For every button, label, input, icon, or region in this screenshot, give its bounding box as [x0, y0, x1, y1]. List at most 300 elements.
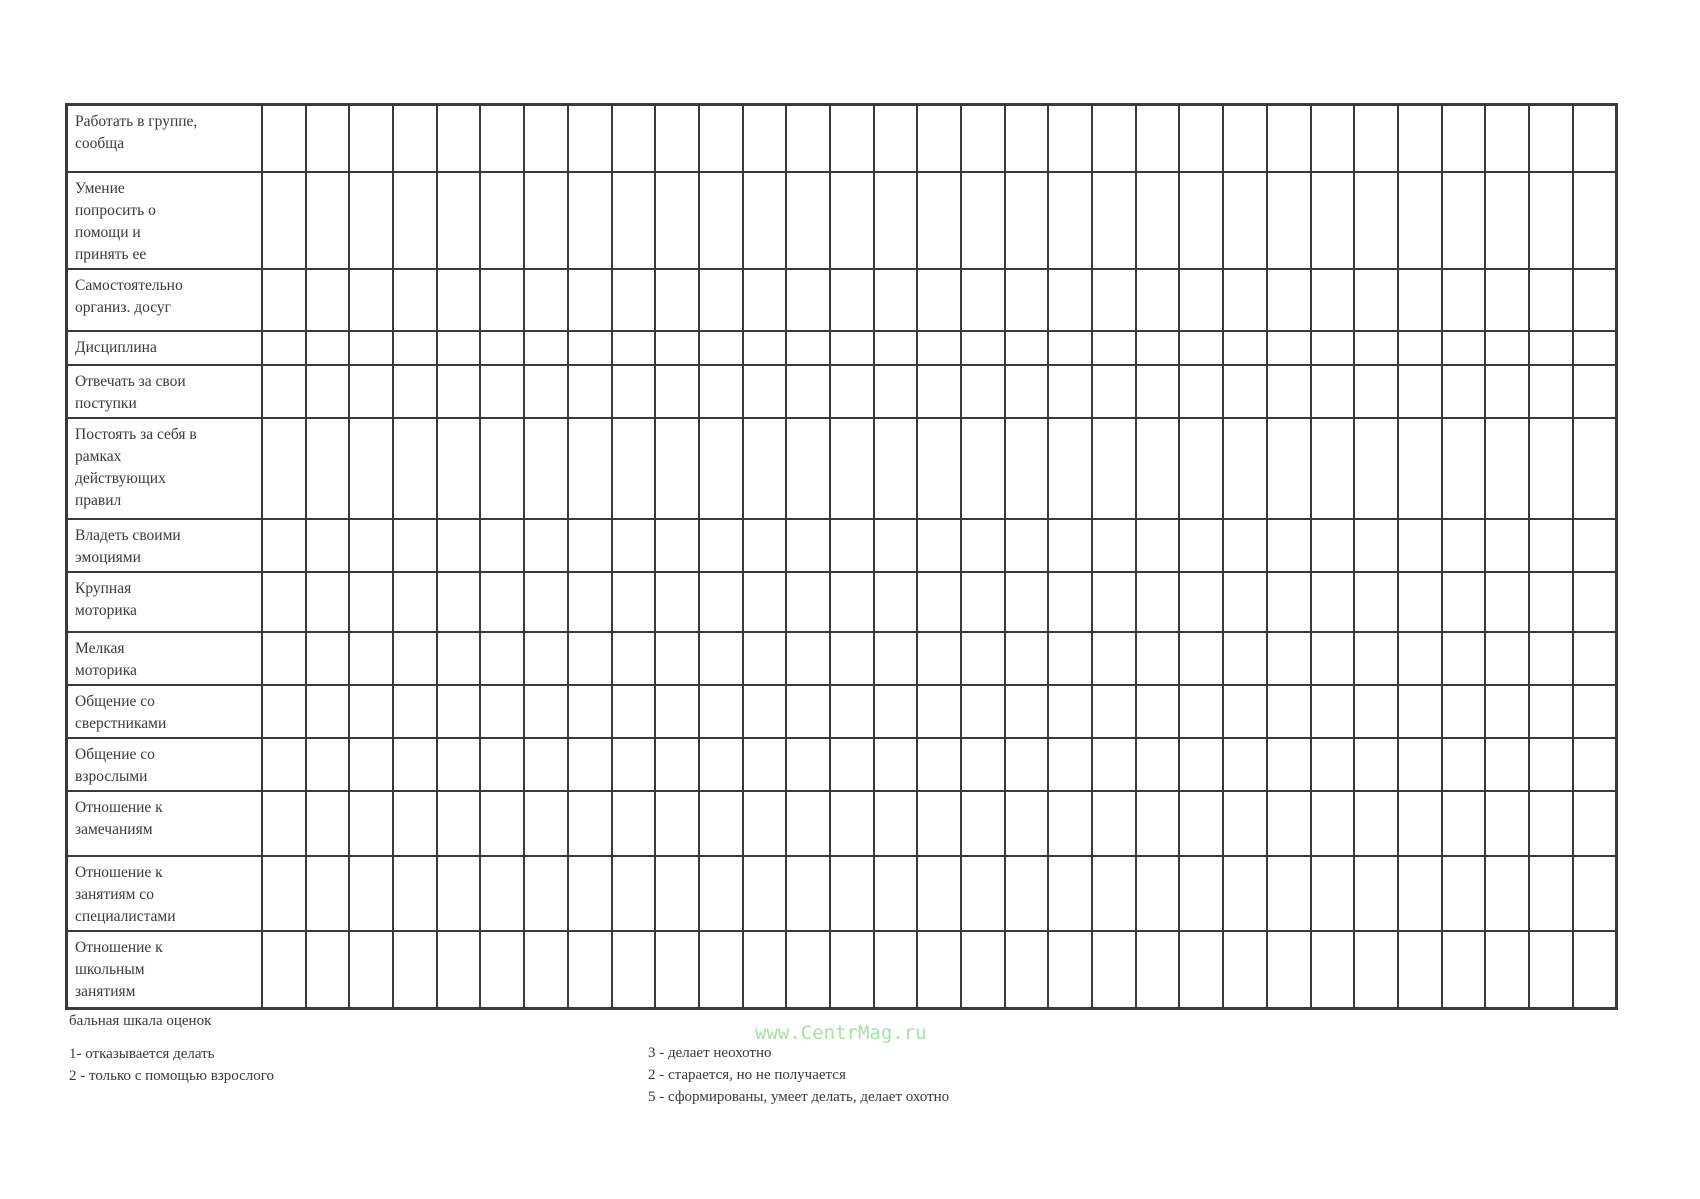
blank-cell[interactable]	[655, 856, 699, 931]
blank-cell[interactable]	[1005, 572, 1049, 632]
blank-cell[interactable]	[568, 856, 612, 931]
blank-cell[interactable]	[1485, 632, 1529, 685]
blank-cell[interactable]	[612, 105, 656, 172]
blank-cell[interactable]	[1223, 856, 1267, 931]
blank-cell[interactable]	[1529, 931, 1573, 1009]
blank-cell[interactable]	[655, 418, 699, 519]
blank-cell[interactable]	[1267, 685, 1311, 738]
blank-cell[interactable]	[262, 105, 306, 172]
blank-cell[interactable]	[612, 738, 656, 791]
blank-cell[interactable]	[830, 738, 874, 791]
blank-cell[interactable]	[1136, 418, 1180, 519]
blank-cell[interactable]	[612, 269, 656, 331]
blank-cell[interactable]	[306, 856, 350, 931]
blank-cell[interactable]	[568, 632, 612, 685]
blank-cell[interactable]	[1311, 418, 1355, 519]
blank-cell[interactable]	[1048, 632, 1092, 685]
blank-cell[interactable]	[568, 572, 612, 632]
blank-cell[interactable]	[1179, 632, 1223, 685]
blank-cell[interactable]	[786, 269, 830, 331]
blank-cell[interactable]	[1354, 685, 1398, 738]
blank-cell[interactable]	[1136, 572, 1180, 632]
blank-cell[interactable]	[1398, 331, 1442, 365]
blank-cell[interactable]	[917, 632, 961, 685]
blank-cell[interactable]	[1442, 572, 1486, 632]
blank-cell[interactable]	[1267, 738, 1311, 791]
blank-cell[interactable]	[262, 572, 306, 632]
blank-cell[interactable]	[961, 856, 1005, 931]
blank-cell[interactable]	[393, 632, 437, 685]
blank-cell[interactable]	[1442, 738, 1486, 791]
blank-cell[interactable]	[480, 572, 524, 632]
blank-cell[interactable]	[262, 365, 306, 418]
blank-cell[interactable]	[1005, 685, 1049, 738]
blank-cell[interactable]	[262, 418, 306, 519]
blank-cell[interactable]	[1398, 519, 1442, 572]
blank-cell[interactable]	[524, 931, 568, 1009]
blank-cell[interactable]	[568, 172, 612, 269]
blank-cell[interactable]	[874, 172, 918, 269]
blank-cell[interactable]	[655, 685, 699, 738]
blank-cell[interactable]	[1005, 172, 1049, 269]
blank-cell[interactable]	[1223, 931, 1267, 1009]
blank-cell[interactable]	[1136, 931, 1180, 1009]
blank-cell[interactable]	[437, 172, 481, 269]
blank-cell[interactable]	[612, 791, 656, 856]
blank-cell[interactable]	[306, 269, 350, 331]
blank-cell[interactable]	[1179, 331, 1223, 365]
blank-cell[interactable]	[1048, 331, 1092, 365]
blank-cell[interactable]	[874, 105, 918, 172]
blank-cell[interactable]	[786, 572, 830, 632]
blank-cell[interactable]	[1311, 856, 1355, 931]
blank-cell[interactable]	[699, 856, 743, 931]
blank-cell[interactable]	[1005, 791, 1049, 856]
blank-cell[interactable]	[1136, 365, 1180, 418]
blank-cell[interactable]	[1354, 791, 1398, 856]
blank-cell[interactable]	[1136, 632, 1180, 685]
blank-cell[interactable]	[306, 738, 350, 791]
blank-cell[interactable]	[1573, 418, 1617, 519]
blank-cell[interactable]	[830, 791, 874, 856]
blank-cell[interactable]	[1048, 418, 1092, 519]
blank-cell[interactable]	[1048, 572, 1092, 632]
blank-cell[interactable]	[1354, 172, 1398, 269]
blank-cell[interactable]	[1267, 331, 1311, 365]
blank-cell[interactable]	[743, 269, 787, 331]
blank-cell[interactable]	[1179, 172, 1223, 269]
blank-cell[interactable]	[1048, 172, 1092, 269]
blank-cell[interactable]	[961, 331, 1005, 365]
blank-cell[interactable]	[1136, 331, 1180, 365]
blank-cell[interactable]	[1092, 418, 1136, 519]
blank-cell[interactable]	[961, 572, 1005, 632]
blank-cell[interactable]	[1529, 632, 1573, 685]
blank-cell[interactable]	[437, 365, 481, 418]
blank-cell[interactable]	[612, 685, 656, 738]
blank-cell[interactable]	[1354, 519, 1398, 572]
blank-cell[interactable]	[830, 572, 874, 632]
blank-cell[interactable]	[1048, 738, 1092, 791]
blank-cell[interactable]	[1573, 331, 1617, 365]
blank-cell[interactable]	[568, 269, 612, 331]
blank-cell[interactable]	[349, 519, 393, 572]
blank-cell[interactable]	[961, 632, 1005, 685]
blank-cell[interactable]	[1485, 105, 1529, 172]
blank-cell[interactable]	[743, 365, 787, 418]
blank-cell[interactable]	[393, 856, 437, 931]
blank-cell[interactable]	[874, 331, 918, 365]
blank-cell[interactable]	[1267, 269, 1311, 331]
blank-cell[interactable]	[786, 738, 830, 791]
blank-cell[interactable]	[917, 738, 961, 791]
blank-cell[interactable]	[1223, 519, 1267, 572]
blank-cell[interactable]	[262, 269, 306, 331]
blank-cell[interactable]	[1573, 572, 1617, 632]
blank-cell[interactable]	[437, 632, 481, 685]
blank-cell[interactable]	[306, 418, 350, 519]
blank-cell[interactable]	[1529, 856, 1573, 931]
blank-cell[interactable]	[262, 172, 306, 269]
blank-cell[interactable]	[874, 418, 918, 519]
blank-cell[interactable]	[1529, 269, 1573, 331]
blank-cell[interactable]	[1223, 685, 1267, 738]
blank-cell[interactable]	[1179, 931, 1223, 1009]
blank-cell[interactable]	[524, 269, 568, 331]
blank-cell[interactable]	[306, 931, 350, 1009]
blank-cell[interactable]	[786, 172, 830, 269]
blank-cell[interactable]	[655, 172, 699, 269]
blank-cell[interactable]	[1048, 685, 1092, 738]
blank-cell[interactable]	[699, 172, 743, 269]
blank-cell[interactable]	[1136, 685, 1180, 738]
blank-cell[interactable]	[612, 331, 656, 365]
blank-cell[interactable]	[1179, 418, 1223, 519]
blank-cell[interactable]	[655, 365, 699, 418]
blank-cell[interactable]	[655, 105, 699, 172]
blank-cell[interactable]	[786, 365, 830, 418]
blank-cell[interactable]	[1092, 632, 1136, 685]
blank-cell[interactable]	[1485, 269, 1529, 331]
blank-cell[interactable]	[349, 105, 393, 172]
blank-cell[interactable]	[830, 519, 874, 572]
blank-cell[interactable]	[393, 738, 437, 791]
blank-cell[interactable]	[743, 738, 787, 791]
blank-cell[interactable]	[393, 519, 437, 572]
blank-cell[interactable]	[874, 519, 918, 572]
blank-cell[interactable]	[349, 632, 393, 685]
blank-cell[interactable]	[568, 418, 612, 519]
blank-cell[interactable]	[917, 172, 961, 269]
blank-cell[interactable]	[961, 418, 1005, 519]
blank-cell[interactable]	[524, 791, 568, 856]
blank-cell[interactable]	[1529, 172, 1573, 269]
blank-cell[interactable]	[393, 685, 437, 738]
blank-cell[interactable]	[1311, 172, 1355, 269]
blank-cell[interactable]	[1092, 331, 1136, 365]
blank-cell[interactable]	[1179, 269, 1223, 331]
blank-cell[interactable]	[568, 685, 612, 738]
blank-cell[interactable]	[437, 791, 481, 856]
blank-cell[interactable]	[306, 572, 350, 632]
blank-cell[interactable]	[830, 685, 874, 738]
blank-cell[interactable]	[480, 365, 524, 418]
blank-cell[interactable]	[612, 418, 656, 519]
blank-cell[interactable]	[437, 519, 481, 572]
blank-cell[interactable]	[1005, 269, 1049, 331]
blank-cell[interactable]	[524, 572, 568, 632]
blank-cell[interactable]	[655, 572, 699, 632]
blank-cell[interactable]	[437, 856, 481, 931]
blank-cell[interactable]	[349, 856, 393, 931]
blank-cell[interactable]	[1485, 572, 1529, 632]
blank-cell[interactable]	[437, 931, 481, 1009]
blank-cell[interactable]	[1267, 632, 1311, 685]
blank-cell[interactable]	[1485, 172, 1529, 269]
blank-cell[interactable]	[917, 519, 961, 572]
blank-cell[interactable]	[830, 856, 874, 931]
blank-cell[interactable]	[480, 856, 524, 931]
blank-cell[interactable]	[917, 418, 961, 519]
blank-cell[interactable]	[1267, 519, 1311, 572]
blank-cell[interactable]	[612, 856, 656, 931]
blank-cell[interactable]	[1048, 519, 1092, 572]
blank-cell[interactable]	[480, 105, 524, 172]
blank-cell[interactable]	[961, 931, 1005, 1009]
blank-cell[interactable]	[393, 791, 437, 856]
blank-cell[interactable]	[1267, 856, 1311, 931]
blank-cell[interactable]	[655, 931, 699, 1009]
blank-cell[interactable]	[1092, 365, 1136, 418]
blank-cell[interactable]	[1267, 418, 1311, 519]
blank-cell[interactable]	[1485, 331, 1529, 365]
blank-cell[interactable]	[1398, 269, 1442, 331]
blank-cell[interactable]	[306, 331, 350, 365]
blank-cell[interactable]	[480, 519, 524, 572]
blank-cell[interactable]	[612, 519, 656, 572]
blank-cell[interactable]	[349, 269, 393, 331]
blank-cell[interactable]	[1005, 331, 1049, 365]
blank-cell[interactable]	[1136, 105, 1180, 172]
blank-cell[interactable]	[1311, 105, 1355, 172]
blank-cell[interactable]	[1179, 105, 1223, 172]
blank-cell[interactable]	[568, 365, 612, 418]
blank-cell[interactable]	[568, 738, 612, 791]
blank-cell[interactable]	[1092, 269, 1136, 331]
blank-cell[interactable]	[306, 791, 350, 856]
blank-cell[interactable]	[612, 632, 656, 685]
blank-cell[interactable]	[917, 269, 961, 331]
blank-cell[interactable]	[393, 418, 437, 519]
blank-cell[interactable]	[786, 418, 830, 519]
blank-cell[interactable]	[1005, 856, 1049, 931]
blank-cell[interactable]	[1485, 519, 1529, 572]
blank-cell[interactable]	[830, 172, 874, 269]
blank-cell[interactable]	[262, 331, 306, 365]
blank-cell[interactable]	[1398, 172, 1442, 269]
blank-cell[interactable]	[480, 269, 524, 331]
blank-cell[interactable]	[1048, 856, 1092, 931]
blank-cell[interactable]	[743, 685, 787, 738]
blank-cell[interactable]	[1442, 172, 1486, 269]
blank-cell[interactable]	[393, 365, 437, 418]
blank-cell[interactable]	[874, 269, 918, 331]
blank-cell[interactable]	[437, 738, 481, 791]
blank-cell[interactable]	[1048, 791, 1092, 856]
blank-cell[interactable]	[437, 331, 481, 365]
blank-cell[interactable]	[874, 685, 918, 738]
blank-cell[interactable]	[1442, 519, 1486, 572]
blank-cell[interactable]	[655, 791, 699, 856]
blank-cell[interactable]	[1179, 685, 1223, 738]
blank-cell[interactable]	[1179, 519, 1223, 572]
blank-cell[interactable]	[655, 331, 699, 365]
blank-cell[interactable]	[1573, 856, 1617, 931]
blank-cell[interactable]	[1573, 738, 1617, 791]
blank-cell[interactable]	[917, 791, 961, 856]
blank-cell[interactable]	[1311, 331, 1355, 365]
blank-cell[interactable]	[1573, 172, 1617, 269]
blank-cell[interactable]	[786, 632, 830, 685]
blank-cell[interactable]	[1485, 365, 1529, 418]
blank-cell[interactable]	[524, 172, 568, 269]
blank-cell[interactable]	[1529, 572, 1573, 632]
blank-cell[interactable]	[306, 632, 350, 685]
blank-cell[interactable]	[1354, 269, 1398, 331]
blank-cell[interactable]	[961, 365, 1005, 418]
blank-cell[interactable]	[743, 572, 787, 632]
blank-cell[interactable]	[568, 931, 612, 1009]
blank-cell[interactable]	[1573, 269, 1617, 331]
blank-cell[interactable]	[786, 331, 830, 365]
blank-cell[interactable]	[917, 856, 961, 931]
blank-cell[interactable]	[524, 105, 568, 172]
blank-cell[interactable]	[1179, 791, 1223, 856]
blank-cell[interactable]	[1354, 365, 1398, 418]
blank-cell[interactable]	[1529, 519, 1573, 572]
blank-cell[interactable]	[1442, 632, 1486, 685]
blank-cell[interactable]	[743, 172, 787, 269]
blank-cell[interactable]	[1398, 105, 1442, 172]
blank-cell[interactable]	[699, 269, 743, 331]
blank-cell[interactable]	[1223, 632, 1267, 685]
blank-cell[interactable]	[1092, 791, 1136, 856]
blank-cell[interactable]	[1005, 365, 1049, 418]
blank-cell[interactable]	[1092, 685, 1136, 738]
blank-cell[interactable]	[917, 572, 961, 632]
blank-cell[interactable]	[524, 365, 568, 418]
blank-cell[interactable]	[612, 172, 656, 269]
blank-cell[interactable]	[1354, 738, 1398, 791]
blank-cell[interactable]	[612, 365, 656, 418]
blank-cell[interactable]	[262, 738, 306, 791]
blank-cell[interactable]	[961, 791, 1005, 856]
blank-cell[interactable]	[480, 738, 524, 791]
blank-cell[interactable]	[699, 685, 743, 738]
blank-cell[interactable]	[786, 519, 830, 572]
blank-cell[interactable]	[1311, 572, 1355, 632]
blank-cell[interactable]	[349, 572, 393, 632]
blank-cell[interactable]	[874, 738, 918, 791]
blank-cell[interactable]	[262, 632, 306, 685]
blank-cell[interactable]	[1267, 105, 1311, 172]
blank-cell[interactable]	[1398, 685, 1442, 738]
blank-cell[interactable]	[1136, 269, 1180, 331]
blank-cell[interactable]	[786, 791, 830, 856]
blank-cell[interactable]	[1311, 791, 1355, 856]
blank-cell[interactable]	[1442, 418, 1486, 519]
blank-cell[interactable]	[1311, 931, 1355, 1009]
blank-cell[interactable]	[917, 931, 961, 1009]
blank-cell[interactable]	[1223, 365, 1267, 418]
blank-cell[interactable]	[1529, 418, 1573, 519]
blank-cell[interactable]	[1005, 418, 1049, 519]
blank-cell[interactable]	[830, 418, 874, 519]
blank-cell[interactable]	[1442, 365, 1486, 418]
blank-cell[interactable]	[917, 331, 961, 365]
blank-cell[interactable]	[1223, 738, 1267, 791]
blank-cell[interactable]	[1005, 931, 1049, 1009]
blank-cell[interactable]	[393, 269, 437, 331]
blank-cell[interactable]	[1398, 572, 1442, 632]
blank-cell[interactable]	[1048, 365, 1092, 418]
blank-cell[interactable]	[1136, 791, 1180, 856]
blank-cell[interactable]	[1005, 632, 1049, 685]
blank-cell[interactable]	[1398, 791, 1442, 856]
blank-cell[interactable]	[1311, 365, 1355, 418]
blank-cell[interactable]	[874, 791, 918, 856]
blank-cell[interactable]	[786, 105, 830, 172]
blank-cell[interactable]	[961, 738, 1005, 791]
blank-cell[interactable]	[568, 791, 612, 856]
blank-cell[interactable]	[699, 105, 743, 172]
blank-cell[interactable]	[1442, 105, 1486, 172]
blank-cell[interactable]	[612, 572, 656, 632]
blank-cell[interactable]	[1485, 418, 1529, 519]
blank-cell[interactable]	[262, 856, 306, 931]
blank-cell[interactable]	[437, 269, 481, 331]
blank-cell[interactable]	[1092, 856, 1136, 931]
blank-cell[interactable]	[568, 105, 612, 172]
blank-cell[interactable]	[1354, 331, 1398, 365]
blank-cell[interactable]	[1267, 931, 1311, 1009]
blank-cell[interactable]	[480, 632, 524, 685]
blank-cell[interactable]	[830, 365, 874, 418]
blank-cell[interactable]	[874, 931, 918, 1009]
blank-cell[interactable]	[1485, 791, 1529, 856]
blank-cell[interactable]	[655, 632, 699, 685]
blank-cell[interactable]	[480, 172, 524, 269]
blank-cell[interactable]	[524, 418, 568, 519]
blank-cell[interactable]	[262, 519, 306, 572]
blank-cell[interactable]	[1573, 365, 1617, 418]
blank-cell[interactable]	[1223, 172, 1267, 269]
blank-cell[interactable]	[743, 105, 787, 172]
blank-cell[interactable]	[349, 331, 393, 365]
blank-cell[interactable]	[1048, 269, 1092, 331]
blank-cell[interactable]	[393, 572, 437, 632]
blank-cell[interactable]	[393, 931, 437, 1009]
blank-cell[interactable]	[437, 418, 481, 519]
blank-cell[interactable]	[1442, 685, 1486, 738]
blank-cell[interactable]	[1529, 365, 1573, 418]
blank-cell[interactable]	[1529, 331, 1573, 365]
blank-cell[interactable]	[437, 572, 481, 632]
blank-cell[interactable]	[1136, 519, 1180, 572]
blank-cell[interactable]	[393, 105, 437, 172]
blank-cell[interactable]	[1442, 791, 1486, 856]
blank-cell[interactable]	[743, 418, 787, 519]
